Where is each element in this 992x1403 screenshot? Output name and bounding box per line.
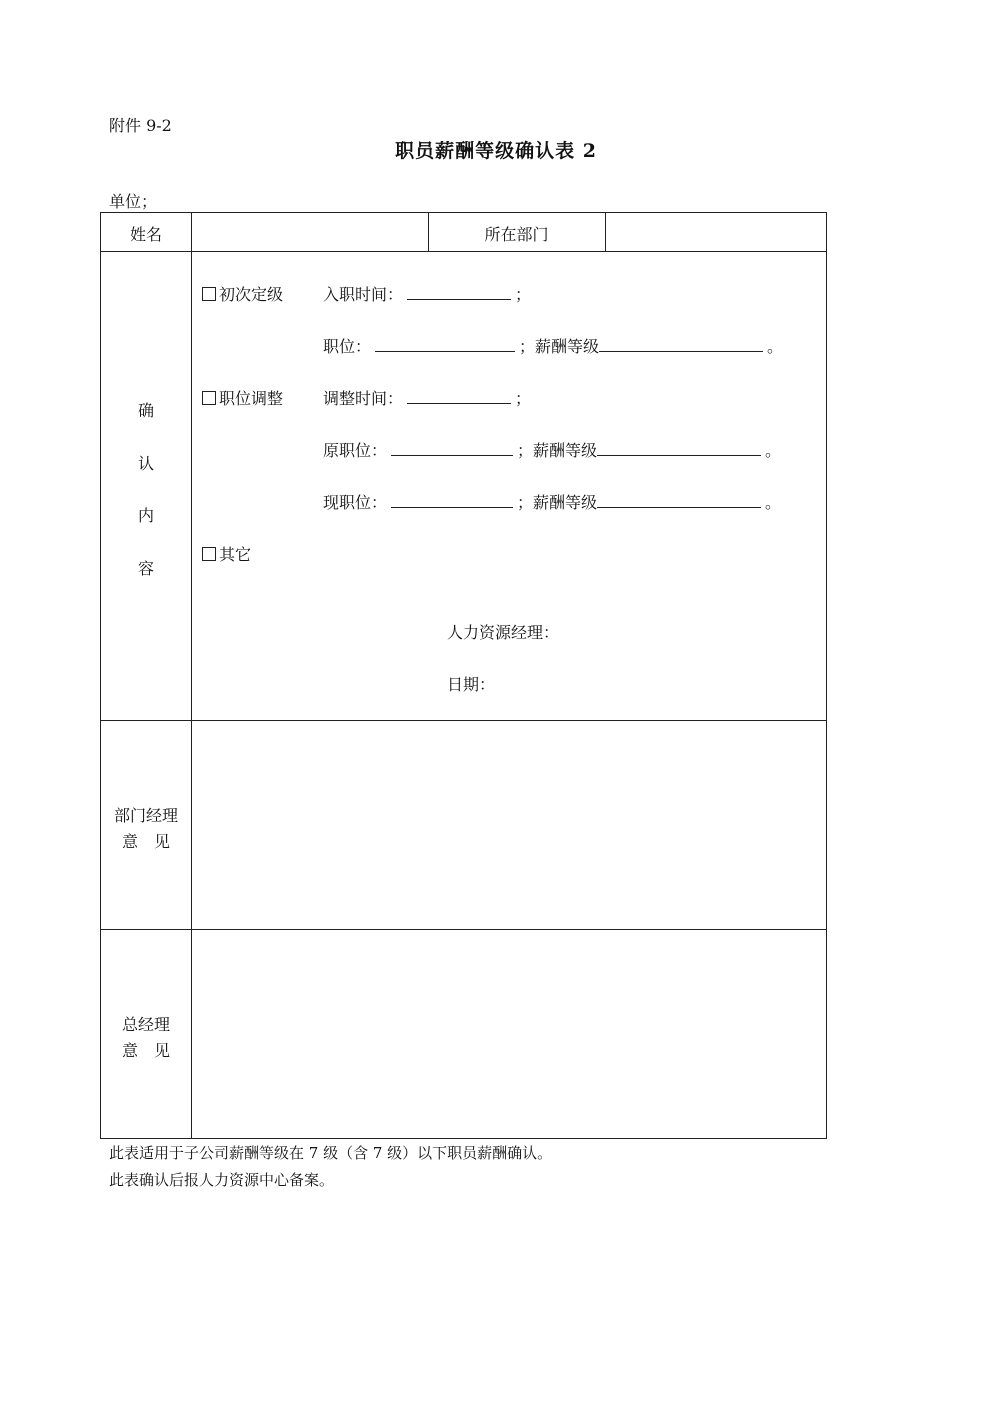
initial-grading-option[interactable] bbox=[202, 282, 283, 305]
confirm-label-char: 容 bbox=[137, 559, 154, 578]
adjust-time-label: 调整时间： bbox=[323, 389, 404, 408]
period: 。 bbox=[765, 493, 782, 512]
confirm-label-char: 内 bbox=[137, 506, 154, 525]
dept-manager-label: 部门经理 bbox=[113, 806, 178, 825]
name-label: 姓名 bbox=[129, 225, 162, 244]
gm-label: 总经理 bbox=[121, 1015, 170, 1034]
note-line: 此表适用于子公司薪酬等级在 7 级（含 7 级）以下职员薪酬确认。 bbox=[109, 1144, 553, 1162]
position-row bbox=[323, 334, 783, 357]
position-adjust-option[interactable] bbox=[202, 386, 283, 409]
dept-manager-label-2: 意 见 bbox=[121, 832, 170, 851]
original-position-label: 原职位： bbox=[323, 441, 388, 460]
row-divider bbox=[100, 251, 827, 252]
period: 。 bbox=[767, 337, 784, 356]
confirm-label-char: 确 bbox=[137, 401, 154, 420]
checkbox-icon[interactable] bbox=[202, 391, 216, 405]
adjust-time-row bbox=[323, 386, 531, 409]
adjust-time-field[interactable] bbox=[407, 389, 511, 404]
current-position-field[interactable] bbox=[391, 493, 513, 508]
confirm-label-char: 认 bbox=[137, 454, 154, 473]
initial-grading-label: 初次定级 bbox=[219, 285, 284, 304]
semicolon: ； bbox=[515, 285, 532, 304]
unit-label: 单位； bbox=[109, 192, 158, 211]
position-label: 职位： bbox=[323, 337, 372, 356]
salary-grade-field[interactable] bbox=[597, 441, 761, 456]
salary-grade-field[interactable] bbox=[599, 337, 763, 352]
checkbox-icon[interactable] bbox=[202, 287, 216, 301]
date-label: 日期： bbox=[447, 675, 496, 694]
salary-grade-label: ；薪酬等级 bbox=[517, 493, 598, 512]
attachment-label: 附件 9-2 bbox=[109, 116, 172, 135]
gm-opinion-field[interactable] bbox=[192, 930, 826, 1137]
entry-time-label: 入职时间： bbox=[323, 285, 404, 304]
gm-label-2: 意 见 bbox=[121, 1041, 170, 1060]
current-position-row bbox=[323, 490, 781, 513]
original-position-row bbox=[323, 438, 781, 461]
dept-manager-opinion-field[interactable] bbox=[192, 721, 826, 928]
salary-grade-label: ；薪酬等级 bbox=[517, 441, 598, 460]
note-line: 此表确认后报人力资源中心备案。 bbox=[109, 1171, 335, 1189]
salary-grade-field[interactable] bbox=[597, 493, 761, 508]
entry-time-row bbox=[323, 282, 531, 305]
position-adjust-label: 职位调整 bbox=[219, 389, 284, 408]
semicolon: ； bbox=[515, 389, 532, 408]
department-label: 所在部门 bbox=[484, 225, 549, 244]
current-position-label: 现职位： bbox=[323, 493, 388, 512]
period: 。 bbox=[765, 441, 782, 460]
salary-grade-label: ；薪酬等级 bbox=[519, 337, 600, 356]
original-position-field[interactable] bbox=[391, 441, 513, 456]
hr-manager-label: 人力资源经理： bbox=[447, 623, 560, 642]
other-label: 其它 bbox=[219, 545, 252, 564]
position-field[interactable] bbox=[375, 337, 515, 352]
department-field[interactable] bbox=[606, 213, 826, 251]
name-field[interactable] bbox=[192, 213, 428, 251]
entry-time-field[interactable] bbox=[407, 285, 511, 300]
other-option[interactable] bbox=[202, 542, 251, 565]
page-title: 职员薪酬等级确认表 2 bbox=[395, 140, 597, 162]
checkbox-icon[interactable] bbox=[202, 547, 216, 561]
